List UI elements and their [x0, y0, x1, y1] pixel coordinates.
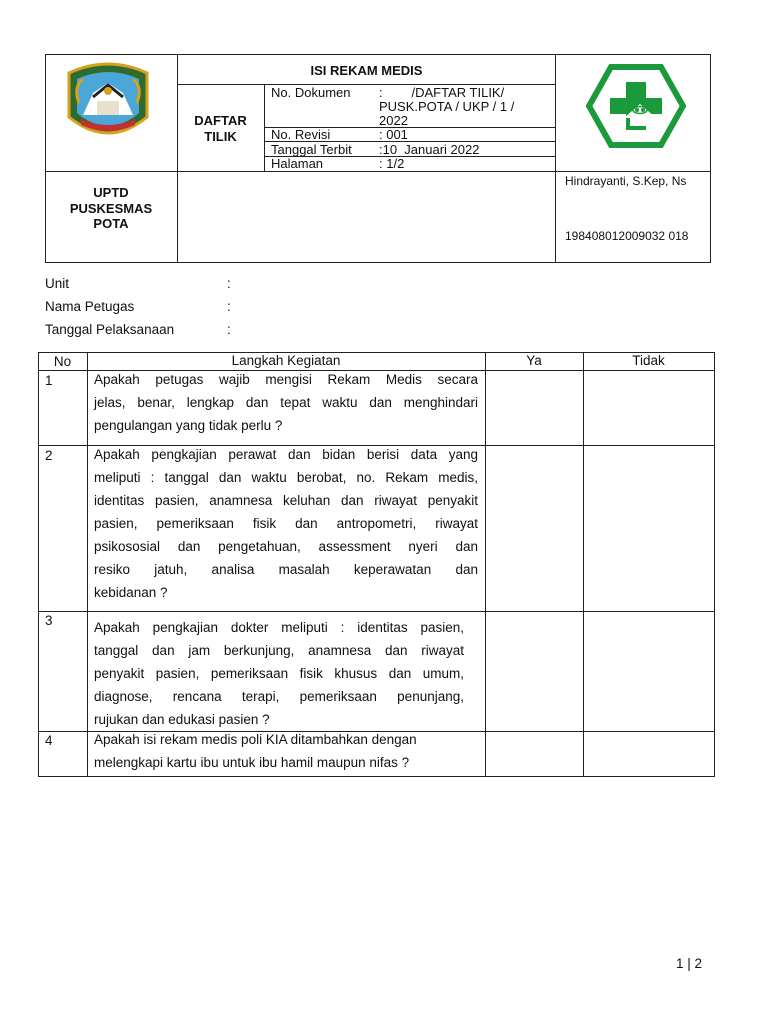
step-line: tanggal dan jam berkunjung, anamnesa dan riwayat	[94, 643, 464, 658]
step-line: Apakah pengkajian dokter meliputi : identitas pasien,	[94, 620, 464, 635]
document-title: ISI REKAM MEDIS	[310, 63, 423, 78]
step-line: pasien, pemeriksaan fisik dan antropometri, riwayat	[94, 516, 478, 531]
row-number: 3	[45, 613, 53, 628]
doc-type-line2: TILIK	[204, 129, 237, 144]
org-name-line3: POTA	[93, 216, 129, 231]
no-checkbox-cell[interactable]	[584, 446, 714, 611]
yes-checkbox-cell[interactable]	[486, 732, 583, 776]
step-line: meliputi : tanggal dan waktu berobat, no. Rekam medis,	[94, 470, 478, 485]
page-label: Halaman	[271, 156, 324, 171]
date-label: Tanggal Pelaksanaan	[45, 322, 175, 337]
no-checkbox-cell[interactable]	[584, 732, 714, 776]
step-line: pengulangan yang tidak perlu ?	[94, 418, 283, 433]
row-step-text	[94, 368, 478, 437]
step-line: Apakah petugas wajib mengisi Rekam Medis secara	[94, 372, 478, 387]
row-step-text	[94, 616, 464, 731]
yes-checkbox-cell[interactable]	[486, 612, 583, 731]
step-line: rujukan dan edukasi pasien ?	[94, 712, 270, 727]
step-line: identitas pasien, anamnesa keluhan dan riwayat penyakit	[94, 493, 478, 508]
puskesmas-logo	[586, 64, 686, 148]
org-name-line1: UPTD	[93, 185, 129, 200]
revision-label: No. Revisi	[271, 127, 331, 142]
regional-emblem-logo	[53, 57, 163, 147]
revision-value: : 001	[379, 127, 408, 142]
page-value: : 1/2	[379, 156, 405, 171]
row-number: 4	[45, 733, 53, 748]
signatory-name: Hindrayanti, S.Kep, Ns	[565, 174, 687, 188]
signatory-id: 198408012009032 018	[565, 229, 689, 243]
org-name-line2: PUSKESMAS	[69, 201, 153, 216]
page-number: 1 | 2	[676, 956, 703, 971]
column-header-yes: Ya	[526, 353, 542, 368]
doc-no-value-line1: : /DAFTAR TILIK/	[379, 85, 505, 100]
no-checkbox-cell[interactable]	[584, 371, 714, 445]
row-step-text	[94, 443, 478, 604]
yes-checkbox-cell[interactable]	[486, 446, 583, 611]
doc-no-label: No. Dokumen	[271, 85, 351, 100]
column-header-step: Langkah Kegiatan	[231, 353, 341, 368]
step-line: resiko jatuh, analisa masalah keperawatan dan	[94, 562, 478, 577]
yes-checkbox-cell[interactable]	[486, 371, 583, 445]
step-line: Apakah isi rekam medis poli KIA ditambahkan dengan	[94, 732, 417, 747]
issued-value: :10 Januari 2022	[379, 142, 480, 157]
row-step-text	[94, 728, 478, 774]
row-number: 1	[45, 373, 53, 388]
column-header-no: No	[53, 354, 72, 369]
unit-colon: :	[227, 276, 231, 291]
no-checkbox-cell[interactable]	[584, 612, 714, 731]
step-line: jelas, benar, lengkap dan tepat waktu dan menghindari	[94, 395, 478, 410]
doc-no-value-line2: PUSK.POTA / UKP / 1 /	[379, 99, 515, 114]
step-line: kebidanan ?	[94, 585, 168, 600]
step-line: melengkapi kartu ibu untuk ibu hamil maupun nifas ?	[94, 755, 410, 770]
doc-no-value-line3: 2022	[379, 113, 408, 128]
step-line: psikososial dan pengetahuan, assessment nyeri dan	[94, 539, 478, 554]
unit-label: Unit	[45, 276, 70, 291]
column-header-no-answer: Tidak	[632, 353, 665, 368]
issued-label: Tanggal Terbit	[271, 142, 352, 157]
date-colon: :	[227, 322, 231, 337]
step-line: Apakah pengkajian perawat dan bidan berisi data yang	[94, 447, 478, 462]
row-number: 2	[45, 448, 53, 463]
step-line: penyakit pasien, pemeriksaan fisik khusus dan umum,	[94, 666, 464, 681]
officer-label: Nama Petugas	[45, 299, 135, 314]
step-line: diagnose, rencana terapi, pemeriksaan penunjang,	[94, 689, 464, 704]
doc-type-line1: DAFTAR	[194, 113, 247, 128]
officer-colon: :	[227, 299, 231, 314]
